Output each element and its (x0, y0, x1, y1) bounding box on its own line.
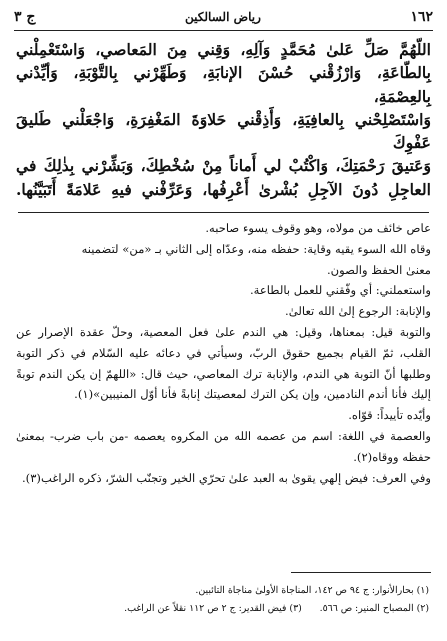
commentary-paragraph: والتوبة قيل: بمعناها، وقيل: هي الندم علىٰ فعل المعصية، وحلّ عقدة الإصرار عن القلب، ثمّ القيام بجميع حقوق الربّ، وسيأتي في دعائه عليه السّلام في ذكر التوبة وطلبها أنّ التوبة هي الندم، والإنابة ترك المعاصي، حيث قال: «اللهمّ إن يكن الندم توبةً إليك فأنا أندم النادمين، وإن يكن الترك لمعصيتك إنابةً فأنا أوّل المنيبين»(١). (16, 324, 431, 402)
page-number: ١٦٢ (410, 9, 433, 25)
commentary-paragraph: وأيّده تأييداً: قوّاه. (348, 408, 431, 423)
footnote-divider (291, 572, 431, 573)
commentary-paragraph: عاص خائف من مولاه، وهو وقوف يسوء صاحبه. (205, 221, 431, 235)
prayer-line: اللّهُمَّ صَلِّ عَلىٰ مُحَمَّدٍ وَآلِهِ، وَقِني مِنَ المَعاصي، وَاسْتَعْمِلْني (16, 40, 431, 59)
footnote: (٢) المصباح المنير: ص ٥٦٦. (٣) فيض القدير: ج ٢ ص ١١٢ نقلاً عن الراغب. (124, 603, 429, 614)
volume-marker: ج ٣ (14, 9, 36, 25)
commentary-paragraph: واستعملني: أي وفّقني للعمل بالطاعة. (249, 283, 431, 298)
page-header (14, 4, 433, 31)
prayer-line: بِالطّاعَةِ، وَارْزُقْني حُسْنَ الإنابَةِ، وَطَهِّرْني بِالتَّوْبَةِ، وَأيِّدْني بِالعِصْمَةِ، (16, 63, 431, 106)
commentary-paragraph: والعصمة في اللغة: اسم من عصمه الله من المكروه يعصمه -من باب ضرب- بمعنىٰ حفظه ووقاه(٢). (16, 428, 431, 464)
commentary-text (16, 218, 431, 488)
prayer-line: العاجِلِ دُونَ الآجِلِ بُشْرىٰ أَعْرِفُها، وَعَرِّفْني فيهِ عَلامَةً أَتَبَيَّنُها. (16, 179, 431, 199)
prayer-line: وَاسْتَصْلِحْني بِالعافِيَةِ، وَأَذِقْني حَلاوَةَ المَغْفِرَةِ، وَاجْعَلْني طَليقَ عَفْوِكَ (16, 109, 431, 153)
prayer-text (16, 38, 431, 201)
prayer-line: وَعَتيقَ رَحْمَتِكَ، وَاكْتُبْ لي أَماناً مِنْ سُخْطِكَ، وَبَشِّرْني بِذٰلِكَ في (16, 156, 431, 176)
commentary-paragraph: وفي العرف: فيض إلهي يقوىٰ به العبد علىٰ تحرّي الخير وتجنّب الشرّ، ذكره الراغب(٣). (21, 470, 431, 485)
commentary-paragraph: والإنابة: الرجوع إلىٰ الله تعالىٰ. (285, 304, 431, 319)
section-divider (18, 212, 429, 213)
commentary-paragraph: معنىٰ الحفظ والصون. (326, 262, 431, 277)
running-title: رياض السالكين (185, 10, 261, 24)
footnote: (١) بحارالأنوار: ج ٩٤ ص ١٤٢، المناجاة الأولىٰ مناجاة التائبين. (195, 585, 429, 596)
commentary-paragraph: وقاه الله السوء يقيه وقاية: حفظه منه، وعدّاه إلى الثاني بـ «من» لتضمينه (81, 241, 431, 256)
footnotes (16, 582, 429, 618)
